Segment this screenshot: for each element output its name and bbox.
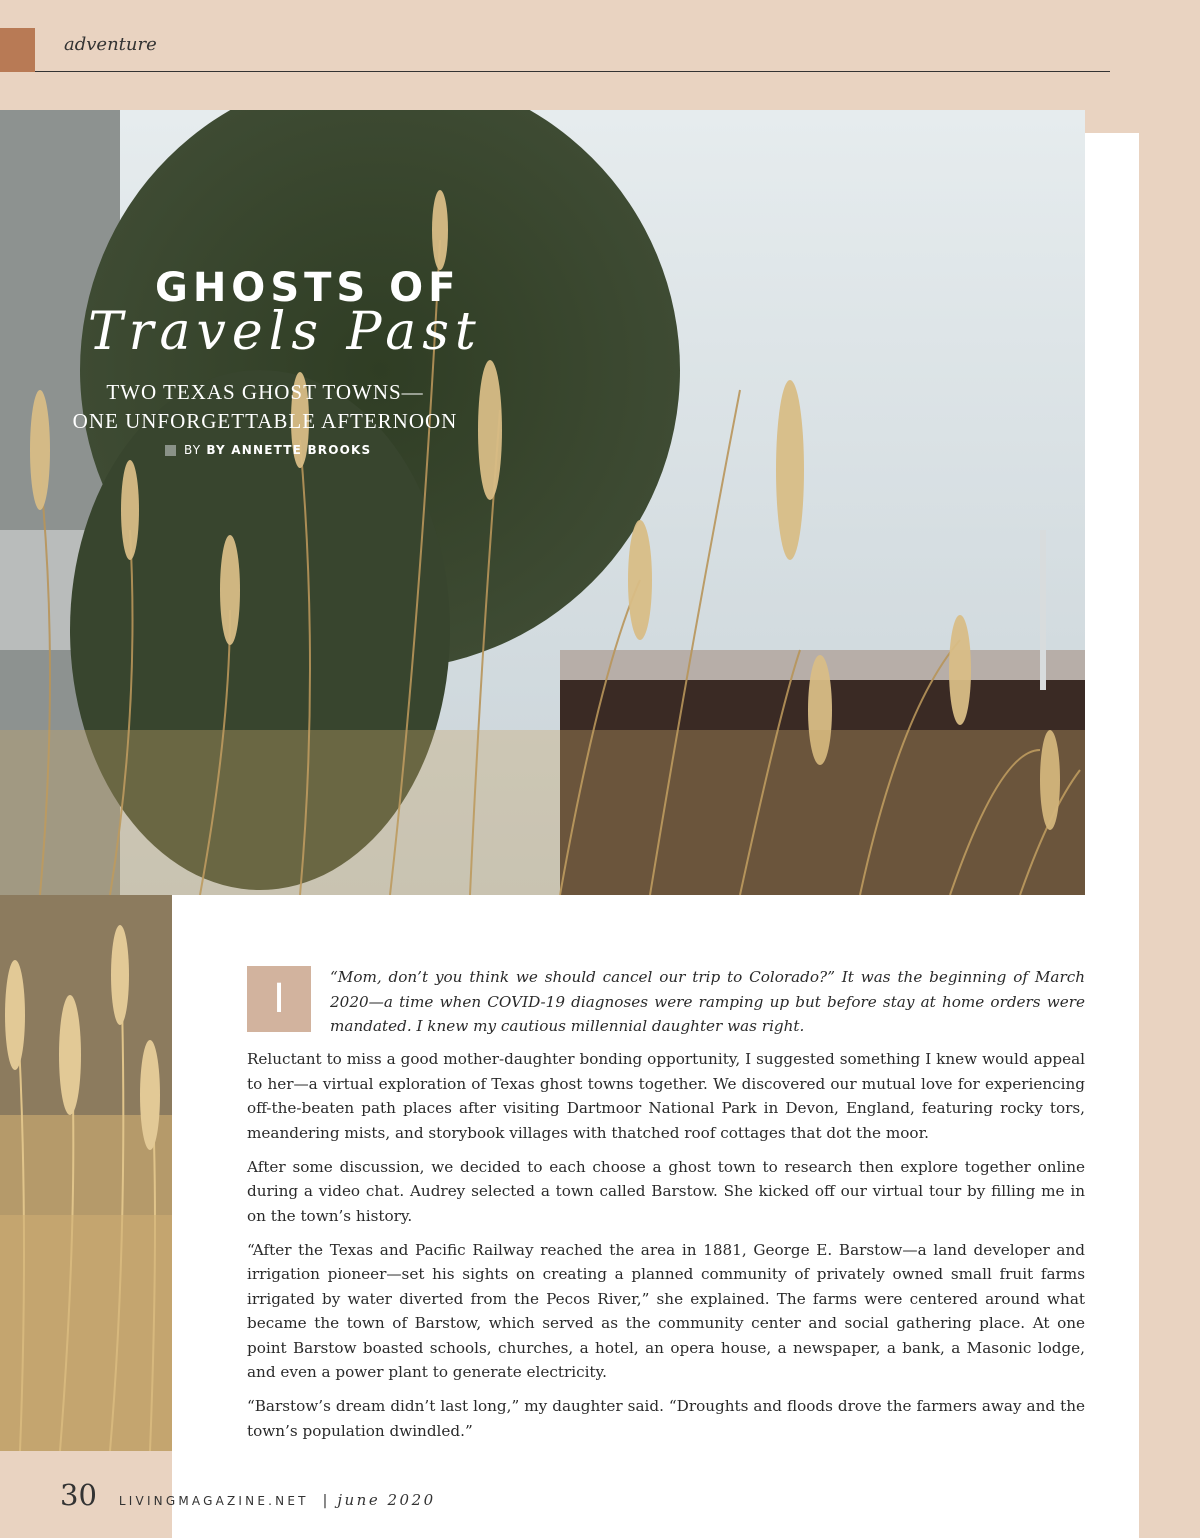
body-paragraph: After some discussion, we decided to each choose a ghost town to research then explore together online during a video chat. Audrey selected a town called Barstow. She kicked off our virtual tour by filling me in on the town’s history. bbox=[247, 1157, 1085, 1225]
body-paragraph: Reluctant to miss a good mother-daughter bonding opportunity, I suggested something I knew would appeal to her—a virtual exploration of Texas ghost towns together. We discovered our mutual love for experiencing off-the-beaten path places after visiting Dartmoor National Park in Devon, England, featuring rocky tors, meandering mists, and storybook villages with thatched roof cottages that dot the moor. bbox=[247, 1050, 1085, 1142]
hero-photo-extension bbox=[0, 895, 172, 1451]
footer-separator: | bbox=[322, 1493, 328, 1509]
wheat-field-image-lower bbox=[0, 895, 172, 1451]
page-number: 30 bbox=[60, 1478, 97, 1512]
hero-photo bbox=[0, 110, 1085, 895]
section-label: adventure bbox=[64, 34, 157, 55]
body-paragraph: “After the Texas and Pacific Railway reached the area in 1881, George E. Barstow—a land developer and irrigation pioneer—set his sights on creating a planned community of privately owned small fruit farms irrigated by water diverted from the Pecos River,” she explained. The farms were centered around what became the town of Barstow, which served as the community center and social gathering place. At one point Barstow boasted schools, churches, a hotel, an opera house, a newspaper, a bank, a Masonic lodge, and even a power plant to generate electricity. bbox=[247, 1240, 1085, 1381]
header-rule bbox=[35, 71, 1110, 72]
body-paragraph: “Barstow’s dream didn’t last long,” my daughter said. “Droughts and floods drove the farmers away and the town’s population dwindled.” bbox=[247, 1397, 1085, 1440]
byline-author: BY ANNETTE BROOKS bbox=[206, 443, 372, 457]
title-line2: Travels Past bbox=[88, 302, 482, 362]
page-footer bbox=[60, 1478, 436, 1512]
footer-site: LIVINGMAGAZINE.NET bbox=[118, 1494, 309, 1508]
dropcap: I bbox=[247, 966, 311, 1032]
wheat-field-image bbox=[0, 110, 1085, 895]
intro-paragraph: “Mom, don’t you think we should cancel our trip to Colorado?” It was the beginning of March 2020—a time when COVID-19 diagnoses were ramping up but before stay at home orders were mandated. I knew my cautious millennial daughter was right. bbox=[330, 968, 1085, 1035]
subtitle-line2: ONE UNFORGETTABLE AFTERNOON bbox=[72, 409, 458, 433]
subtitle bbox=[55, 378, 475, 436]
section-tab-marker bbox=[0, 28, 35, 72]
byline-prefix: BY bbox=[184, 443, 202, 457]
article-body bbox=[247, 1047, 1085, 1453]
byline bbox=[165, 443, 371, 457]
footer-date: june 2020 bbox=[337, 1491, 436, 1509]
subtitle-line1: TWO TEXAS GHOST TOWNS— bbox=[106, 380, 424, 404]
title-line1: GHOSTS OF bbox=[155, 265, 461, 311]
byline-square-icon bbox=[165, 445, 176, 456]
